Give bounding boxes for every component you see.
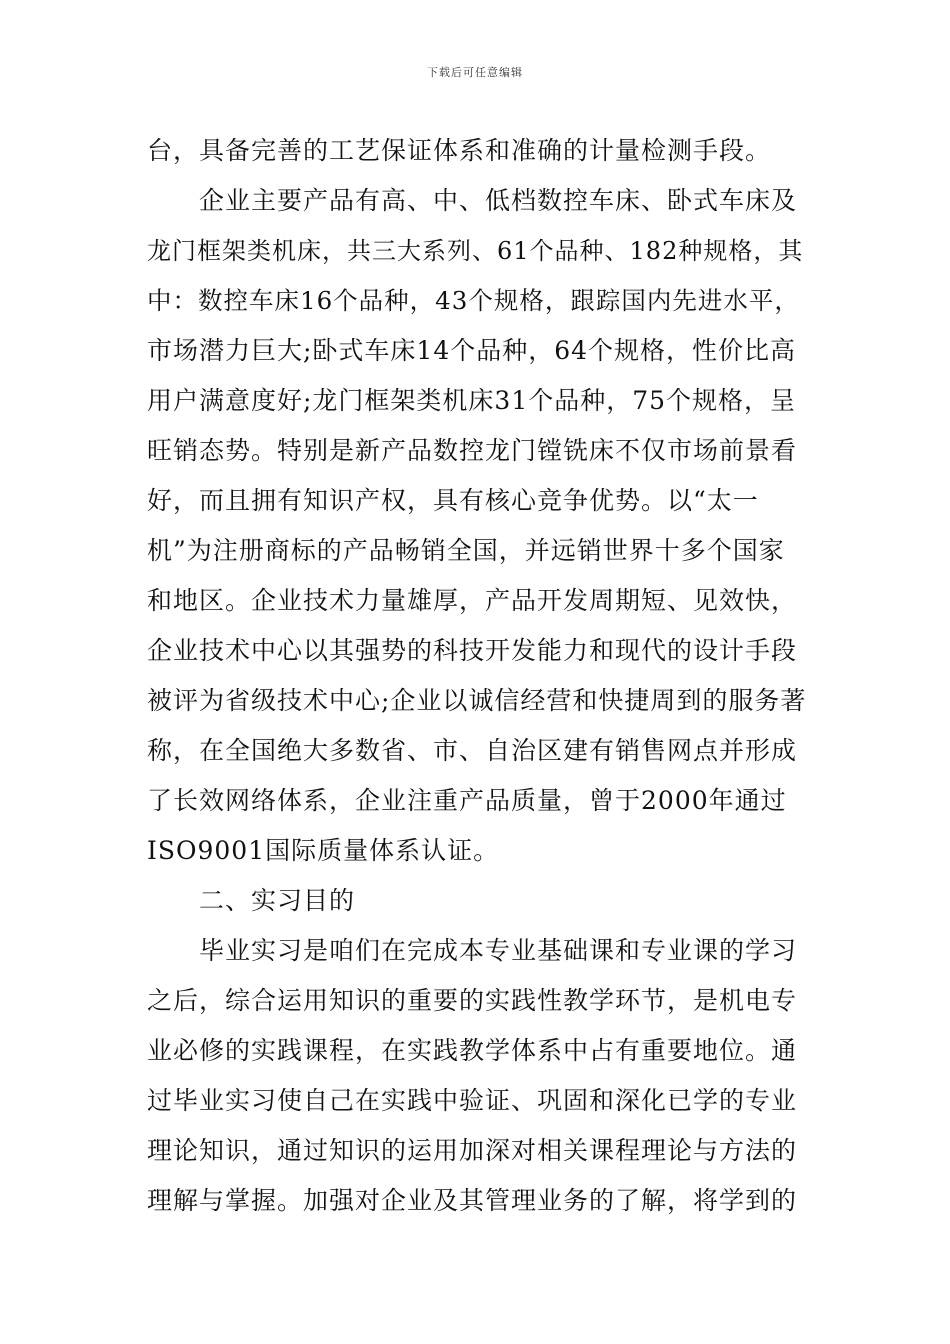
text-line: 被评为省级技术中心;企业以诚信经营和快捷周到的服务著 [147,686,807,715]
text-line: 业必修的实践课程，在实践教学体系中占有重要地位。通 [147,1036,798,1065]
paragraph-first-line: 毕业实习是咱们在完成本专业基础课和专业课的学习 [199,936,798,965]
text-line: 和地区。企业技术力量雄厚，产品开发周期短、见效快， [147,586,798,615]
text-line: 了长效网络体系，企业注重产品质量，曾于2000年通过 [147,786,787,815]
document-body [147,126,807,1226]
text-line: 台，具备完善的工艺保证体系和准确的计量检测手段。 [147,136,772,165]
paragraph-first-line: 企业主要产品有高、中、低档数控车床、卧式车床及 [199,186,798,215]
text-line: ISO9001国际质量体系认证。 [147,836,500,865]
text-line: 企业技术中心以其强势的科技开发能力和现代的设计手段 [147,636,798,665]
text-line: 市场潜力巨大;卧式车床14个品种，64个规格，性价比高 [147,336,797,365]
text-line: 过毕业实习使自己在实践中验证、巩固和深化已学的专业 [147,1086,798,1115]
text-line: 好，而且拥有知识产权，具有核心竞争优势。以“太一 [147,486,759,515]
text-line: 用户满意度好;龙门框架类机床31个品种，75个规格，呈 [147,386,797,415]
text-line: 龙门框架类机床，共三大系列、61个品种、182种规格，其 [147,237,804,265]
section-heading: 二、实习目的 [199,886,356,915]
text-line: 之后，综合运用知识的重要的实践性教学环节，是机电专 [147,986,798,1015]
text-line: 中：数控车床16个品种，43个规格，跟踪国内先进水平， [147,286,800,315]
text-line: 理解与掌握。加强对企业及其管理业务的了解，将学到的 [147,1186,798,1215]
text-line: 旺销态势。特别是新产品数控龙门镗铣床不仅市场前景看 [147,436,798,465]
text-line: 理论知识，通过知识的运用加深对相关课程理论与方法的 [147,1136,798,1165]
text-line: 称，在全国绝大多数省、市、自治区建有销售网点并形成 [147,736,798,765]
text-line: 机”为注册商标的产品畅销全国，并远销世界十多个国家 [147,536,785,565]
page-header: 下载后可任意编辑 [427,66,523,79]
